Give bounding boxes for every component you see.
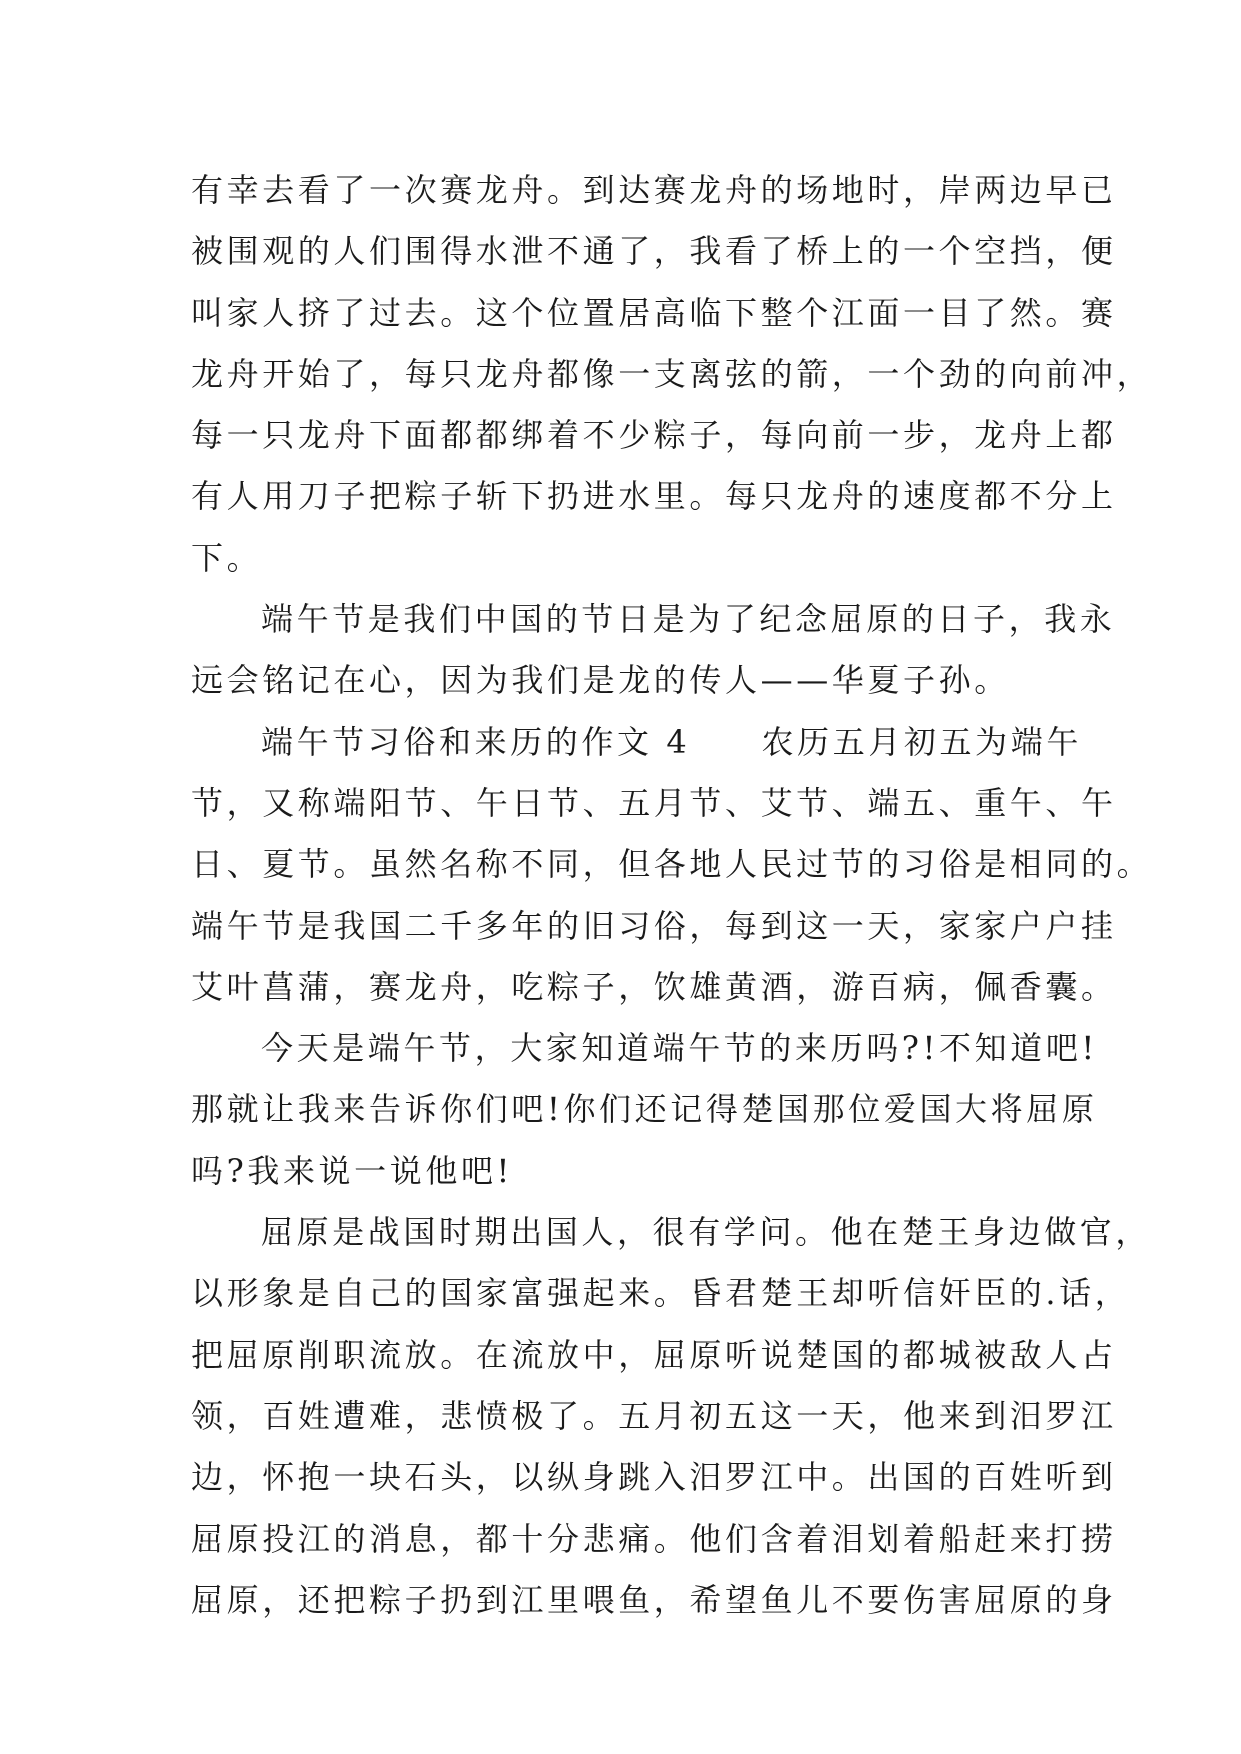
body-text: [191, 160, 1153, 1631]
text-line: 节，又称端阳节、午日节、五月节、艾节、端五、重午、午: [191, 783, 1117, 822]
text-line: 屈原，还把粽子扔到江里喂鱼，希望鱼儿不要伤害屈原的身: [191, 1580, 1117, 1619]
text-line: 屈原是战国时期出国人，很有学问。他在楚王身边做官，: [261, 1213, 1152, 1252]
text-line: 叫家人挤了过去。这个位置居高临下整个江面一目了然。赛: [191, 293, 1117, 332]
text-line: 屈原投江的消息，都十分悲痛。他们含着泪划着船赶来打捞: [191, 1519, 1117, 1558]
text-line: 远会铭记在心，因为我们是龙的传人——华夏子孙。: [191, 661, 1010, 700]
text-line: 下。: [191, 538, 263, 577]
text-line: 端午节是我国二千多年的旧习俗，每到这一天，家家户户挂: [191, 906, 1117, 945]
text-line: 那就让我来告诉你们吧!你们还记得楚国那位爱国大将屈原: [191, 1090, 1098, 1129]
text-line: 吗?我来说一说他吧!: [191, 1151, 514, 1190]
text-line: 领，百姓遭难，悲愤极了。五月初五这一天，他来到汨罗江: [191, 1396, 1117, 1435]
text-line: 以形象是自己的国家富强起来。昏君楚王却听信奸臣的.话，: [191, 1274, 1131, 1313]
text-line: 今天是端午节，大家知道端午节的来历吗?!不知道吧!: [261, 1029, 1098, 1068]
text-line: 有人用刀子把粽子斩下扔进水里。每只龙舟的速度都不分上: [191, 477, 1117, 516]
text-line: 边，怀抱一块石头，以纵身跳入汨罗江中。出国的百姓听到: [191, 1458, 1117, 1497]
text-line: 龙舟开始了，每只龙舟都像一支离弦的箭，一个劲的向前冲，: [191, 354, 1153, 393]
text-line: 端午节是我们中国的节日是为了纪念屈原的日子，我永: [261, 600, 1116, 639]
text-line: 把屈原削职流放。在流放中，屈原听说楚国的都城被敌人占: [191, 1335, 1117, 1374]
text-line: 端午节习俗和来历的作文 4 农历五月初五为端午: [261, 722, 1082, 761]
text-line: 每一只龙舟下面都都绑着不少粽子，每向前一步，龙舟上都: [191, 416, 1117, 455]
text-line: 艾叶菖蒲，赛龙舟，吃粽子，饮雄黄酒，游百病，佩香囊。: [191, 967, 1117, 1006]
text-line: 日、夏节。虽然名称不同，但各地人民过节的习俗是相同的。: [191, 845, 1153, 884]
text-line: 有幸去看了一次赛龙舟。到达赛龙舟的场地时，岸两边早已: [191, 171, 1117, 209]
text-line: 被围观的人们围得水泄不通了，我看了桥上的一个空挡，便: [191, 232, 1117, 271]
